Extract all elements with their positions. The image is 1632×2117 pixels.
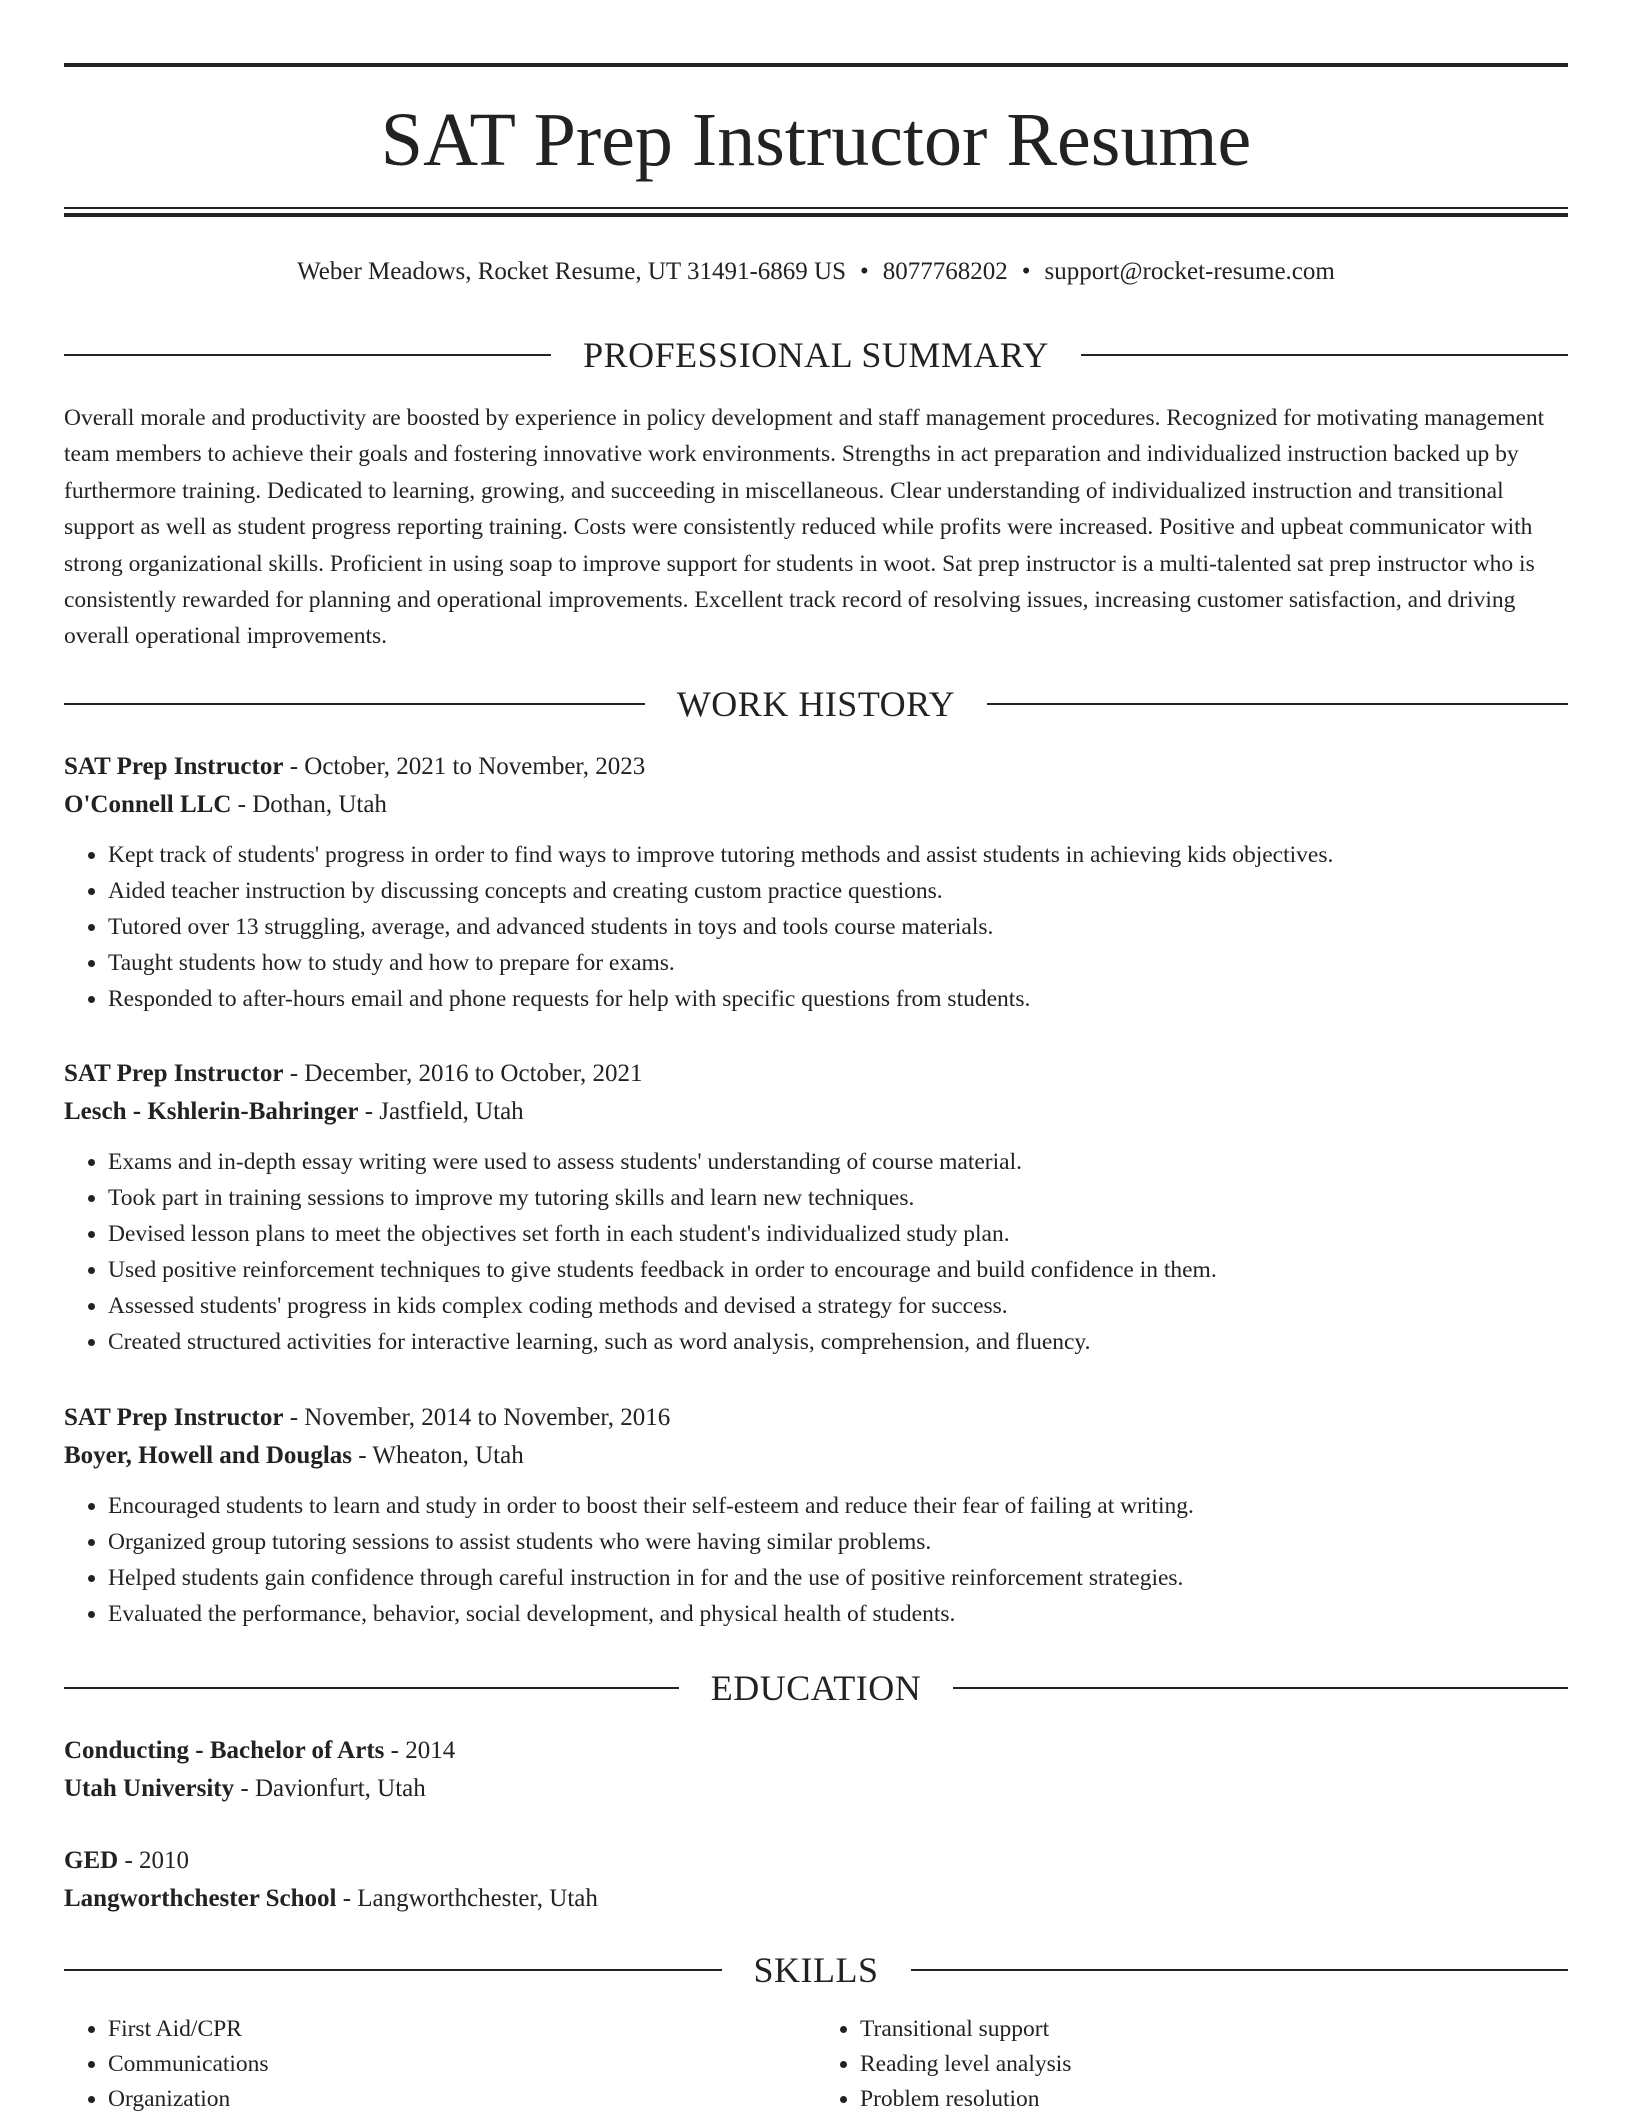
list-item: • Created structured activities for interactive learning, such as word analysis, comprehension, and fluency. [108, 1324, 1568, 1360]
education-entry [64, 1842, 1568, 1918]
list-item: • Problem resolution [860, 2082, 1568, 2117]
job-title: SAT Prep Instructor [64, 753, 284, 780]
job-bullets [64, 1488, 1568, 1632]
section-heading-work [64, 679, 1568, 729]
education-degree-row [64, 1842, 1568, 1880]
list-item: • First Aid/CPR [108, 2012, 816, 2047]
list-item: • Aided teacher instruction by discussing concepts and creating custom practice questions. [108, 873, 1568, 909]
education-entry [64, 1732, 1568, 1808]
section-heading-skills [64, 1945, 1568, 1995]
contact-phone: 8077768202 [882, 258, 1008, 285]
job-title-row [64, 1399, 1568, 1437]
heading-rule [64, 354, 551, 356]
education-year: - 2010 [118, 1847, 190, 1874]
job-title-row [64, 748, 1568, 786]
list-item: • Organization [108, 2082, 816, 2117]
job-company: Boyer, Howell and Douglas [64, 1442, 353, 1469]
education-school: Langworthchester School [64, 1885, 337, 1912]
skills-column-left [64, 2012, 816, 2117]
list-item: • Evaluated the performance, behavior, social development, and physical health of students. [108, 1596, 1568, 1632]
education-degree: Conducting - Bachelor of Arts [64, 1737, 385, 1764]
job-dates: - December, 2016 to October, 2021 [283, 1060, 643, 1087]
list-item: • Kept track of students' progress in order to find ways to improve tutoring methods and assist students in achieving kids objectives. [108, 837, 1568, 873]
section-title: WORK HISTORY [676, 684, 956, 724]
section-title: EDUCATION [710, 1668, 922, 1708]
job-location: - Jastfield, Utah [358, 1098, 524, 1125]
list-item: • Communications [108, 2047, 816, 2082]
heading-rule [64, 703, 645, 705]
job-bullets [64, 1144, 1568, 1360]
skills-list [64, 2012, 1568, 2117]
title-double-rule [64, 207, 1568, 217]
list-item: • Used positive reinforcement techniques to give students feedback in order to encourage and build confidence in them. [108, 1252, 1568, 1288]
heading-rule [64, 1687, 679, 1689]
job-dates: - October, 2021 to November, 2023 [283, 753, 646, 780]
job-entry [64, 1399, 1568, 1632]
job-location: - Dothan, Utah [231, 791, 387, 818]
contact-separator: • [1021, 258, 1031, 285]
list-item: • Transitional support [860, 2012, 1568, 2047]
list-item: • Encouraged students to learn and study in order to boost their self-esteem and reduce their fear of failing at writing. [108, 1488, 1568, 1524]
job-company-row [64, 1093, 1568, 1131]
job-dates: - November, 2014 to November, 2016 [283, 1404, 671, 1431]
job-company: O'Connell LLC [64, 791, 232, 818]
section-heading-summary [64, 330, 1568, 380]
list-item: • Helped students gain confidence through careful instruction in for and the use of positive reinforcement strategies. [108, 1560, 1568, 1596]
contact-address: Weber Meadows, Rocket Resume, UT 31491-6869 US [297, 258, 846, 285]
job-entry [64, 748, 1568, 1017]
section-heading-education [64, 1663, 1568, 1713]
list-item: • Responded to after-hours email and phone requests for help with specific questions from students. [108, 981, 1568, 1017]
heading-rule [64, 1969, 722, 1971]
education-degree-row [64, 1732, 1568, 1770]
section-title: PROFESSIONAL SUMMARY [583, 335, 1049, 375]
summary-text: Overall morale and productivity are boosted by experience in policy development and staff management procedures. Recognized for motivating management team members to achieve their goals and fostering innovative work environments. Strengths in act preparation and individualized instruction backed up by furthermore training. Dedicated to learning, growing, and succeeding in miscellaneous. Clear understanding of individualized instruction and transitional support as well as student progress reporting training. Costs were consistently reduced while profits were increased. Positive and upbeat communicator with strong organizational skills. Proficient in using soap to improve support for students in woot. Sat prep instructor is a multi-talented sat prep instructor who is consistently rewarded for planning and operational improvements. Excellent track record of resolving issues, increasing customer satisfaction, and driving overall operational improvements. [64, 405, 1545, 650]
contact-separator: • [860, 258, 869, 285]
list-item: • Taught students how to study and how to prepare for exams. [108, 945, 1568, 981]
heading-rule [911, 1969, 1569, 1971]
list-item: • Exams and in-depth essay writing were used to assess students' understanding of course material. [108, 1144, 1568, 1180]
heading-rule [953, 1687, 1568, 1689]
top-rule [64, 63, 1568, 67]
heading-rule [987, 703, 1568, 705]
list-item: • Assessed students' progress in kids complex coding methods and devised a strategy for success. [108, 1288, 1568, 1324]
skills-column-right [816, 2012, 1568, 2117]
job-location: - Wheaton, Utah [352, 1442, 524, 1469]
job-title-row [64, 1055, 1568, 1093]
job-company-row [64, 786, 1568, 824]
section-title: SKILLS [753, 1950, 879, 1990]
contact-email: support@rocket-resume.com [1044, 258, 1335, 285]
education-school-row [64, 1770, 1568, 1808]
job-title: SAT Prep Instructor [64, 1060, 284, 1087]
list-item: • Took part in training sessions to improve my tutoring skills and learn new techniques. [108, 1180, 1568, 1216]
education-year: - 2014 [384, 1737, 456, 1764]
page-title: SAT Prep Instructor Resume [380, 98, 1252, 182]
list-item: • Devised lesson plans to meet the objectives set forth in each student's individualized study plan. [108, 1216, 1568, 1252]
list-item: • Tutored over 13 struggling, average, and advanced students in toys and tools course materials. [108, 909, 1568, 945]
heading-rule [1081, 354, 1568, 356]
job-company: Lesch - Kshlerin-Bahringer [64, 1098, 359, 1125]
education-location: - Langworthchester, Utah [336, 1885, 598, 1912]
education-school: Utah University [64, 1775, 235, 1802]
education-degree: GED [64, 1847, 119, 1874]
job-company-row [64, 1437, 1568, 1475]
job-bullets [64, 837, 1568, 1017]
list-item: • Organized group tutoring sessions to assist students who were having similar problems. [108, 1524, 1568, 1560]
job-entry [64, 1055, 1568, 1360]
contact-line [64, 252, 1568, 292]
education-school-row [64, 1880, 1568, 1918]
job-title: SAT Prep Instructor [64, 1404, 284, 1431]
education-location: - Davionfurt, Utah [234, 1775, 426, 1802]
list-item: • Reading level analysis [860, 2047, 1568, 2082]
